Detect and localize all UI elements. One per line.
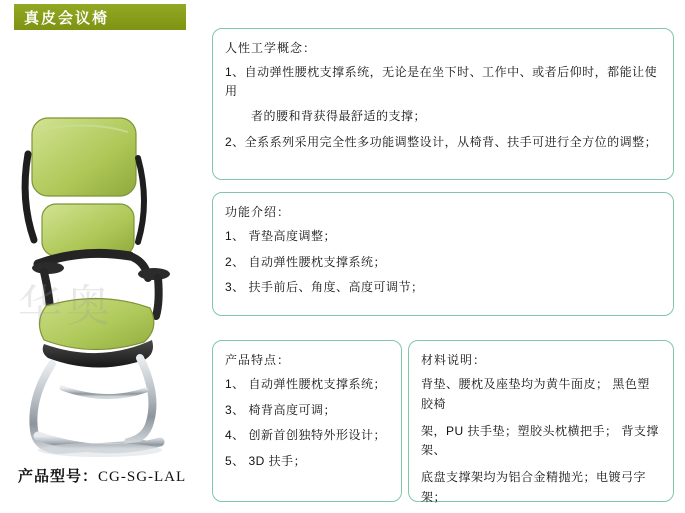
materials-title: 材料说明： (421, 353, 487, 367)
features-line-2: 3、 椅背高度可调； (225, 402, 337, 417)
functions-title: 功能介绍： (225, 205, 291, 219)
product-model-value: CG-SG-LAL (98, 469, 187, 485)
functions-line-2: 2、 自动弹性腰枕支撑系统； (225, 254, 387, 269)
features-line-4: 5、 3D 扶手； (225, 453, 307, 468)
materials-line-3: 底盘支撑架均为铝合金精抛光；电镀弓字架； (421, 470, 647, 504)
functions-line-3: 3、 扶手前后、角度、高度可调节； (225, 280, 424, 295)
features-line-3: 4、 创新首创独特外形设计； (225, 428, 387, 443)
functions-line-1: 1、 背垫高度调整； (225, 229, 337, 243)
features-line-1: 1、 自动弹性腰枕支撑系统； (225, 377, 387, 391)
ergonomic-concept-title: 人性工学概念： (225, 41, 317, 55)
materials-line-1: 背垫、腰枕及座垫均为黄牛面皮； 黑色塑胶椅 (421, 377, 650, 411)
chair-illustration (8, 58, 208, 458)
materials-box (408, 340, 674, 502)
ergonomic-line-2: 者的腰和背获得最舒适的支撑； (251, 109, 427, 124)
ergonomic-line-1: 1、自动弹性腰枕支撑系统，无论是在坐下时、工作中、或者后仰时，都能让使用 (225, 65, 658, 98)
features-box (212, 340, 402, 502)
watermark-text: 华奥 (18, 281, 114, 332)
features-title: 产品特点： (225, 353, 291, 367)
page-title: 真皮会议椅 (14, 4, 186, 30)
product-image (8, 58, 208, 458)
functions-box (212, 192, 674, 316)
product-model-label: 产品型号： (18, 468, 99, 485)
ergonomic-concept-box (212, 28, 674, 180)
materials-line-2: 架，PU 扶手垫；塑胶头枕横把手； 背支撑架、 (421, 423, 659, 458)
ergonomic-line-3: 2、全系系列采用完全性多功能调整设计，从椅背、扶手可进行全方位的调整； (225, 134, 658, 149)
product-model (18, 465, 186, 486)
